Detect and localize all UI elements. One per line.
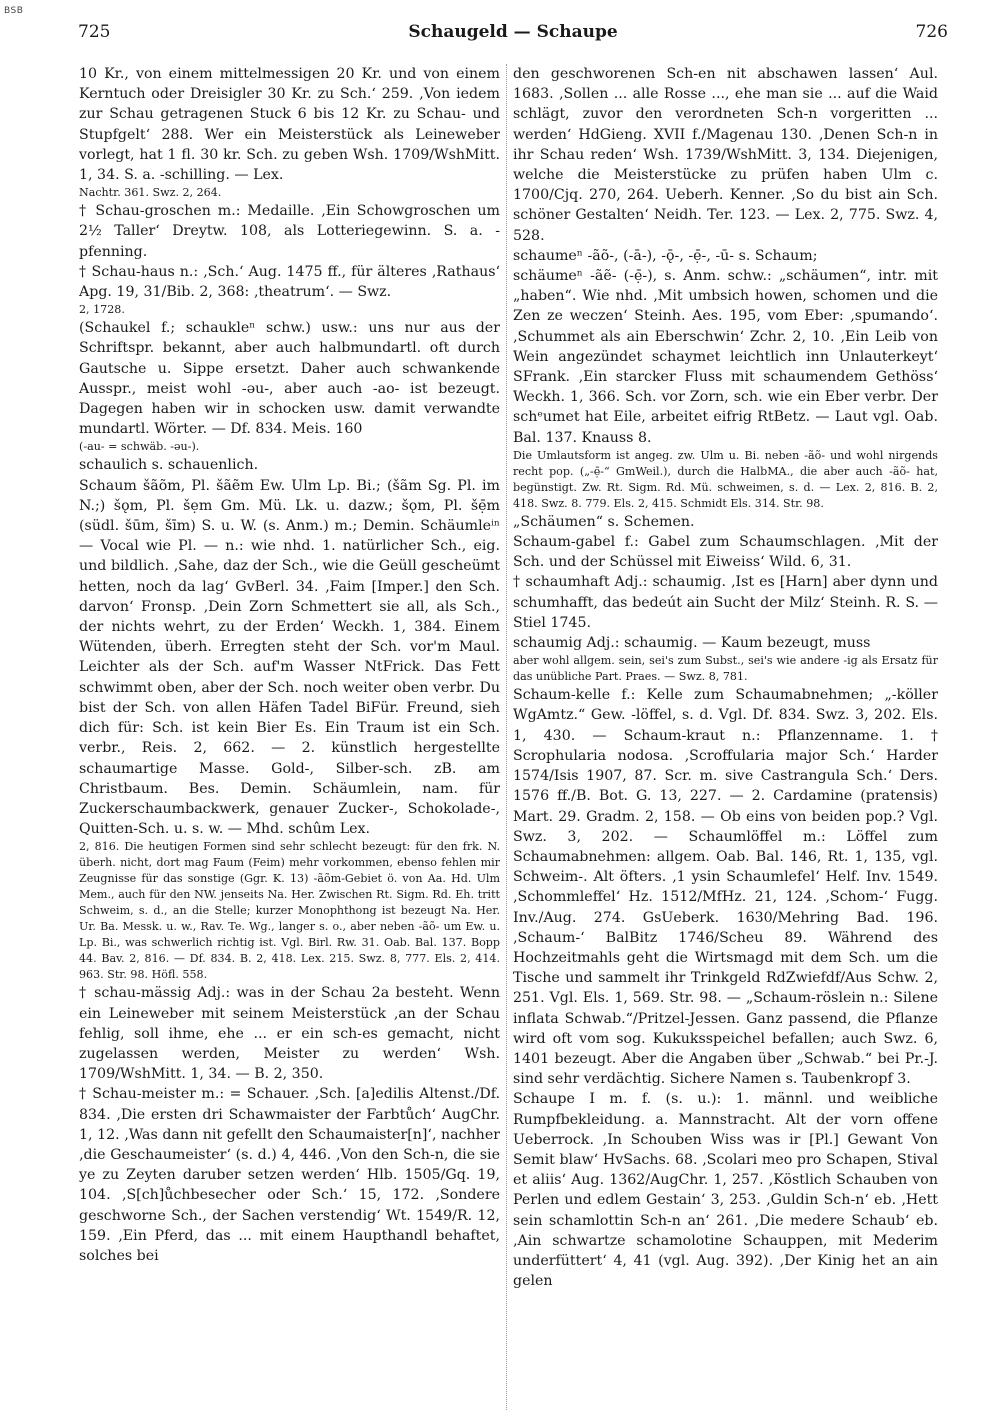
paragraph: Die Umlautsform ist angeg. zw. Ulm u. Bi. neben -ãõ- und wohl nirgends recht pop. („-ẹ̄-“ GmWeil.), durch die HalbMA., die aber auch -ãõ- hat, begünstigt. Zw. Rt. Sigm. Rd. Mü. schweimen, s. d. — Lex. 2, 816. B. 2, 418. Swz. 8. 779. Els. 2, 415. Schmidt Els. 314. Str. 98.: [513, 448, 938, 510]
paragraph: aber wohl allgem. sein, sei's zum Subst., sei's wie andere -ig als Ersatz für das unübliche Part. Praes. — Swz. 8, 781.: [513, 654, 938, 684]
paragraph: (-au- = schwäb. -ǝu-).: [79, 440, 200, 454]
paragraph: † schau-mässig Adj.: was in der Schau 2a besteht. Wenn ein Leineweber mit seinem Meisterstück ‚an der Schau fehlig, soll ihme, ehe ... er ein sch-es gemacht, nicht zugelassen werden, Meister zu werden‘ Wsh. 1709/WshMitt. 1, 34. — B. 2, 350.: [79, 985, 500, 1083]
paragraph: 2, 1728.: [79, 303, 125, 317]
paragraph: „Schäumen“ s. Schemen.: [513, 513, 695, 530]
paragraph: † Schau-groschen m.: Medaille. ‚Ein Schowgroschen um 2½ Taller‘ Dreytw. 108, als Lotteriegewinn. S. a. -pfenning.: [79, 203, 500, 260]
running-head: Schaugeld — Schaupe: [408, 22, 618, 42]
paragraph: Nachtr. 361. Swz. 2, 264.: [79, 186, 222, 200]
paragraph: 10 Kr., von einem mittelmessigen 20 Kr. und von einem Kerntuch oder Dreisigler 30 Kr. zu Sch.‘ 259. ‚Von iedem zur Schau getragenen Stuck 6 bis 12 Kr. zu Schau- und Stupfgelt‘ 288. Wer ein Meisterstück als Leineweber vorlegt, hat 1 fl. 30 kr. Sch. zu geben Wsh. 1709/WshMitt. 1, 34. S. a. -schilling. — Lex.: [79, 66, 500, 184]
column-divider: [506, 64, 507, 1410]
paragraph: schaulich s. schauenlich.: [79, 457, 259, 474]
paragraph: den geschworenen Sch-en nit abschawen lassen‘ Aul. 1683. ‚Sollen ... alle Rosse ..., ehe man sie ... auf die Waid schlägt, zuvor den verordneten Sch-n vorgeritten ... werden‘ HdGieng. XVII f./Magenau 130. ‚Denen Sch-n in ihr Schau reden‘ Wsh. 1739/WshMitt. 3, 134. Diejenigen, welche die Meisterstücke zu prüfen haben Ulm c. 1700/Cjq. 270, 264. Ueberh. Kenner. ‚So du bist ain Sch. schöner Gestalten‘ Neidh. Ter. 123. — Lex. 2, 775. Swz. 4, 528.: [513, 66, 938, 244]
right-column: [513, 64, 938, 1291]
page-number-right: 726: [915, 22, 948, 42]
paragraph: † Schau-meister m.: = Schauer. ‚Sch. [a]edilis Altenst./Df. 834. ‚Die ersten dri Schawmaister der Farbtůch‘ AugChr. 1, 12. ‚Was dann nit gefellt den Schaumaister[n]‘, nachher ‚die Geschaumeister‘ (s. d.) 4, 446. ‚Von den Sch-n, die sie ye zu Zeyten daruber setzen werden‘ Hlb. 1505/Gq. 19, 104. ‚S[ch]ůchbesecher oder Sch.‘ 15, 172. ‚Sondere geschworne Sch., der Sachen verstendig‘ Wt. 1549/R. 12, 159. ‚Ein Pferd, das ... mit einem Haupthandl behaftet, solches bei: [79, 1086, 500, 1264]
paragraph: † schaumhaft Adj.: schaumig. ‚Ist es [Harn] aber dynn und schumhafft, das bedeút ain Sucht der Milz‘ Steinh. R. S. — Stiel 1745.: [513, 574, 938, 631]
library-stamp: BSB: [4, 6, 24, 16]
paragraph: † Schau-haus n.: ‚Sch.‘ Aug. 1475 ff., für älteres ‚Rathaus‘ Apg. 19, 31/Bib. 2, 368: ‚theatrum‘. — Swz.: [79, 263, 500, 301]
paragraph: Schaum-kelle f.: Kelle zum Schaumabnehmen; „-köller WgAmtz.“ Gew. -löffel, s. d. Vgl. Df. 834. Swz. 3, 202. Els. 1, 430. — Schaum-kraut n.: Pflanzenname. 1. † Scrophularia nodosa. ‚Scroffularia major Sch.‘ Harder 1574/Isis 1907, 87. Scr. m. sive Castrangula Sch.‘ Ders. 1576 ff./B. Bot. G. 13, 227. — 2. Cardamine (pratensis) Mart. 29. Gradm. 2, 158. — Ob eins von beiden pop.? Vgl. Swz. 3, 202. — Schaumlöffel m.: Löffel zum Schaumabnehmen: allgem. Oab. Bal. 146, Rt. 1, 135, vgl. Schweim-. Alt öfters. ‚1 ysin Schaumlefel‘ Helf. Inv. 1549. ‚Schommleffel‘ Hz. 1512/MfHz. 21, 124. ‚Schom-‘ Fugg. Inv./Aug. 274. GsUeberk. 1630/Mehring Bad. 196. ‚Schaum-‘ BalBitz 1746/Scheu 89. Während des Hochzeitmahls geht die Wirtsmagd mit dem Sch. um die Tische und sammelt ihr Trinkgeld RdZwiefdf/Aus Schw. 2, 251. Vgl. Els. 1, 569. Str. 98. — „Schaum-röslein n.: Silene inflata Schwab.“/Pritzel-Jessen. Ganz passend, die Pflanze wird oft vom sog. Kukuksspeichel befallen; auch Swz. 6, 1401 bezeugt. Aber die Angaben über „Schwab.“ bei Pr.-J. sind sehr verdächtig. Sichere Namen s. Taubenkropf 3.: [513, 687, 938, 1088]
paragraph: Schaupe I m. f. (s. u.): 1. männl. und weibliche Rumpfbekleidung. a. Mannstracht. Alt der vorn offene Ueberrock. ‚In Schouben Wiss was ir [Pl.] Gewant Von Semit blaw‘ HvSachs. 68. ‚Scolari meo pro Schapen, Stival et aliis‘ Aug. 1362/AugChr. 1, 257. ‚Köstlich Schauben von Perlen und edlem Gestain‘ 3, 253. ‚Guldin Sch-n‘ eb. ‚Hett sein schamlottin Sch-n an‘ 261. ‚Die medere Schaub‘ eb. ‚Ain schwartze schamolotine Schauppen, mit Mederim underfüttert‘ 4, 41 (vgl. Aug. 392). ‚Der Kinig het an ain gelen: [513, 1091, 938, 1290]
paragraph: schaumig Adj.: schaumig. — Kaum bezeugt, muss: [513, 635, 871, 652]
paragraph: schäumeⁿ -ãẽ- (-ẹ̄-), s. Anm. schw.: „schäumen“, intr. mit „haben“. Wie nhd. ‚Mit umbsich howen, schomen und die Zen ze weczen‘ Steinh. Aes. 195, vom Eber: ‚spumando‘. ‚Schummet als ain Eberschwin‘ Zchr. 2, 10. ‚Ein Leib von Wein angezündet schaymet leichtlich inn Unlauterkeyt‘ SFrank. ‚Ein starcker Fluss mit schaumendem Gethöss‘ Weckh. 1, 366. Sch. vor Zorn, sch. wie ein Eber verbr. Der schᵉumet hat Eile, arbeitet eifrig RtBetz. — Laut vgl. Oab. Bal. 137. Knauss 8.: [513, 268, 938, 446]
paragraph: schaumeⁿ -ãõ-, (-ā-), -ǭ-, -ẹ̄-, -ū- s. Schaum;: [513, 247, 818, 264]
paragraph: (Schaukel f.; schaukleⁿ schw.) usw.: uns nur aus der Schriftspr. bekannt, aber auch halbmundartl. oft durch Gautsche u. Sippe ersetzt. Daher auch schwankende Ausspr., meist wohl -ǝu-, aber auch -ao- ist bezeugt. Dagegen haben wir in schocken usw. damit verwandte mundartl. Wörter. — Df. 834. Meis. 160: [79, 320, 500, 438]
paragraph: 2, 816. Die heutigen Formen sind sehr schlecht bezeugt: für den frk. N. überh. nicht, dort mag Faum (Feim) mehr vorkommen, ebenso fehlen mir Zeugnisse für das sonstige (Ggr. K. 13) -ãõm-Gebiet ö. von Aa. Hd. Ulm Mem., auch für den NW. jenseits Na. Her. Zwischen Rt. Sigm. Rd. Eh. tritt Schweim, s. d., an die Stelle; kurzer Monophthong ist bezeugt Na. Her. Ur. Ba. Messk. u. w., Rav. Te. Wg., langer s. o., aber neben -ãõ- um Ew. u. Lp. Bi., was schwerlich richtig ist. Vgl. Birl. Rw. 31. Oab. Bal. 137. Bopp 44. Bav. 2, 816. — Df. 834. B. 2, 418. Lex. 215. Swz. 8, 777. Els. 2, 414. 963. Str. 98. Höfl. 558.: [79, 840, 500, 982]
page-header: [78, 22, 948, 42]
page-number-left: 725: [78, 22, 111, 42]
left-column: [79, 64, 500, 1266]
paragraph: Schaum-gabel f.: Gabel zum Schaumschlagen. ‚Mit der Sch. und der Schüssel mit Eiweiss‘ Wild. 6, 31.: [513, 534, 938, 571]
paragraph: Schaum šãõm, Pl. šãẽm Ew. Ulm Lp. Bi.; (šãm Sg. Pl. im N.;) šǫm, Pl. šẹm Gm. Mü. Lk. u. dazw.; šǫm, Pl. šẹ̄m (südl. šūm, šīm) S. u. W. (s. Anm.) m.; Demin. Schäumleⁱⁿ — Vocal wie Pl. — n.: wie nhd. 1. natürlicher Sch., eig. und bildlich. ‚Sahe, daz der Sch., wie die Geüll gescheümt hetten, noch da lag‘ GvBerl. 34. ‚Faim [Imper.] den Sch. darvon‘ Fronsp. ‚Dein Zorn Schmettert sie all, als Sch., der nichts wehrt, zu der Erden‘ Weckh. 1, 384. Einem Wütenden, überh. Erregten steht der Sch. vor'm Maul. Leichter als der Sch. auf'm Wasser NtFrick. Das Fett schwimmt oben, aber der Sch. noch weiter oben verbr. Du bist der Sch. von allen Häfen Tadel BiFür. Freund, sieh dich für: Sch. ist kein Bier Es. Ein Traum ist ein Sch. verbr., Reis. 2, 662. — 2. künstlich hergestellte schaumartige Masse. Gold-, Silber-sch. zB. am Christbaum. Bes. Demin. Schäumlein, nam. für Zuckerschaumbackwerk, genauer Zucker-, Schokolade-, Quitten-Sch. u. s. w. — Mhd. schûm Lex.: [79, 477, 500, 838]
